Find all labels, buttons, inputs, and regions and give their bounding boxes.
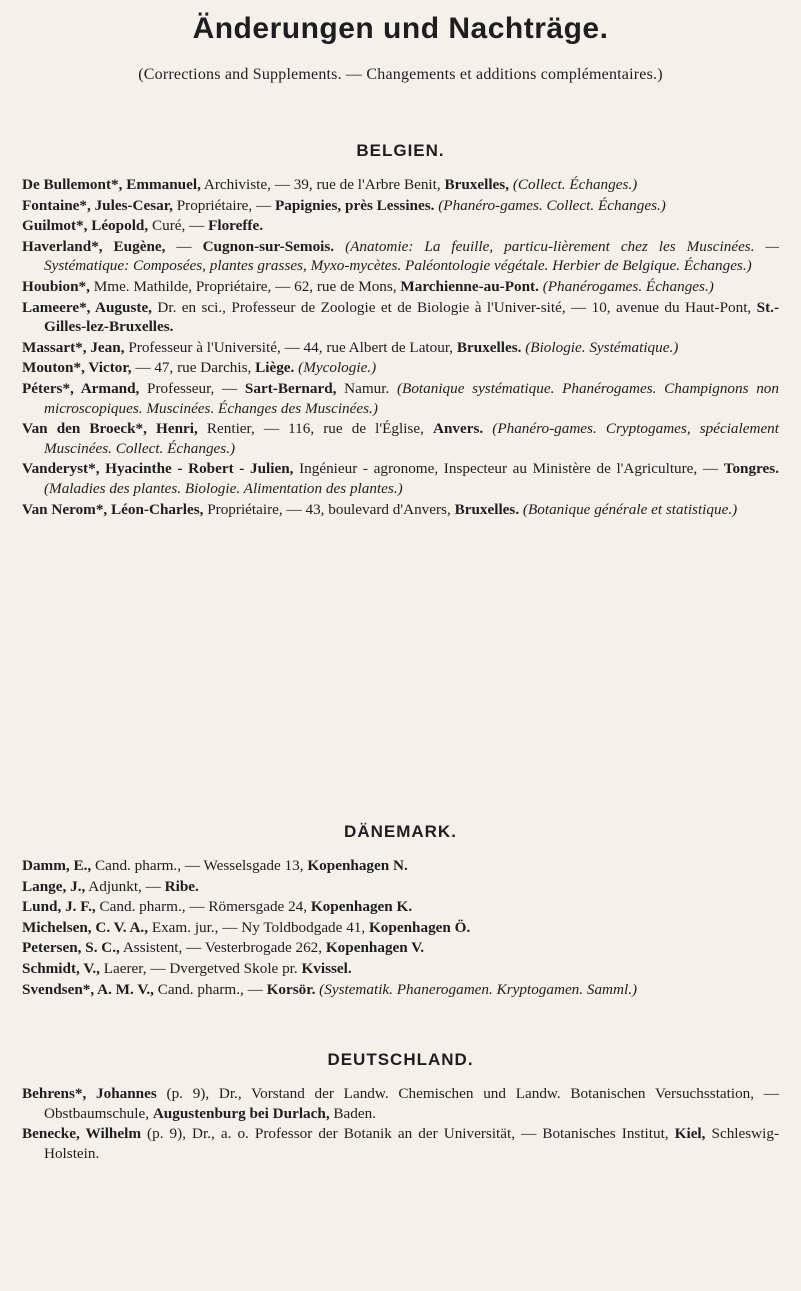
member-name: Guilmot*, Léopold, [22, 217, 149, 235]
member-details: Dr. en sci., Professeur de Zoologie et de Biologie à l'Univer-sité, — 10, avenue du Haut-Pont, [151, 298, 757, 316]
member-details: — [165, 237, 203, 255]
member-interests: (Phanérogames. Échanges.) [538, 277, 714, 295]
member-entry [22, 216, 779, 236]
member-details: Cand. pharm., — Römersgade 24, [95, 898, 311, 916]
member-name: Lameere*, Auguste, [22, 298, 152, 316]
member-details: Rentier, — 116, rue de l'Église, [197, 420, 433, 438]
member-name: Massart*, Jean, [22, 338, 125, 356]
member-place: Augustenburg bei Durlach, [152, 1104, 330, 1122]
member-name: Lange, J., [22, 877, 86, 895]
member-interests: (Anatomie: La feuille, particu-lièrement chez les Muscinées. — Systématique: Composées, plantes grasses, Myxo-mycètes. Paléontologie végétale. Herbier de Belgique. Échanges.) [44, 237, 779, 275]
member-details: Exam. jur., — Ny Toldbodgade 41, [148, 918, 369, 936]
member-name: Haverland*, Eugène, [22, 237, 166, 255]
member-entry [22, 897, 779, 917]
member-entry [22, 856, 779, 876]
member-place: Sart-Bernard, [244, 379, 337, 397]
member-interests: (Phanéro-games. Cryptogames, spécialement Muscinées. Collect. Échanges.) [44, 420, 779, 457]
member-details: Propriétaire, — 43, boulevard d'Anvers, [203, 500, 455, 518]
member-entry [22, 918, 779, 938]
member-interests: (Mycologie.) [294, 359, 377, 377]
member-interests: (Systematik. Phanerogamen. Kryptogamen. Samml.) [315, 980, 638, 998]
member-entry [22, 175, 779, 195]
member-entry [22, 237, 779, 276]
member-place: Kopenhagen N. [307, 857, 408, 874]
member-entry [22, 358, 779, 378]
member-interests: (Botanique systématique. Phanérogames. Champignons non microscopiques. Muscinées. Échanges des Muscinées.) [44, 379, 779, 417]
member-details: Propriétaire, — [172, 196, 275, 214]
member-place: Bruxelles. [456, 338, 522, 356]
member-details: Assistent, — Vesterbrogade 262, [119, 939, 326, 957]
member-entry [22, 277, 779, 297]
member-region: Schleswig-Holstein. [44, 1125, 779, 1162]
section-deutschland [22, 1050, 779, 1164]
member-details: (p. 9), Dr., Vorstand der Landw. Chemischen und Landw. Botanischen Versuchsstation, — Obstbaumschule, [44, 1085, 779, 1122]
member-name: Benecke, Wilhelm [22, 1125, 141, 1143]
member-place: Kopenhagen K. [310, 898, 413, 916]
member-place: Bruxelles, [444, 176, 510, 193]
member-details: Laerer, — Dvergetved Skole pr. [99, 959, 302, 977]
member-details: (p. 9), Dr., a. o. Professor der Botanik an der Universität, — Botanisches Institut, [140, 1125, 675, 1143]
member-interests: (Phanéro-games. Collect. Échanges.) [434, 196, 666, 214]
member-details: — 47, rue Darchis, [131, 359, 256, 377]
member-details: Professeur, — [139, 379, 245, 397]
member-entry [22, 938, 779, 958]
member-name: Fontaine*, Jules-Cesar, [22, 196, 173, 214]
page-title: Änderungen und Nachträge. [192, 12, 609, 45]
member-place: Papignies, près Lessines. [274, 196, 435, 214]
country-heading: DEUTSCHLAND. [327, 1050, 474, 1069]
member-place: St.-Gilles-lez-Bruxelles. [44, 298, 779, 336]
member-entry [22, 419, 779, 458]
member-entry [22, 338, 779, 358]
member-interests: (Biologie. Systématique.) [521, 338, 679, 356]
member-name: De Bullemont*, Emmanuel, [22, 176, 201, 193]
member-name: Mouton*, Victor, [22, 359, 132, 377]
member-entry [22, 459, 779, 498]
member-region: Baden. [329, 1104, 377, 1122]
member-place: Bruxelles. [454, 500, 520, 518]
member-place: Korsör. [266, 980, 316, 998]
member-place: Kvissel. [301, 959, 352, 977]
member-place: Cugnon-sur-Semois. [202, 237, 335, 255]
member-place: Liège. [255, 359, 295, 377]
member-entry [22, 379, 779, 418]
member-name: Vanderyst*, Hyacinthe - Robert - Julien, [22, 460, 294, 478]
member-region: Namur. [336, 379, 390, 397]
member-name: Houbion*, [22, 277, 90, 295]
member-name: Schmidt, V., [22, 959, 100, 977]
member-name: Van den Broeck*, Henri, [22, 420, 198, 438]
country-heading: BELGIEN. [356, 141, 445, 160]
member-place: Tongres. [723, 460, 779, 478]
member-interests: (Collect. Échanges.) [509, 176, 638, 193]
member-name: Behrens*, Johannes [22, 1085, 157, 1102]
member-place: Floreffe. [208, 217, 264, 235]
member-place: Marchienne-au-Pont. [400, 277, 539, 295]
member-name: Péters*, Armand, [22, 379, 140, 397]
member-entry [22, 1124, 779, 1163]
member-place: Anvers. [432, 420, 484, 438]
member-details: Professeur à l'Université, — 44, rue Albert de Latour, [124, 338, 457, 356]
member-place: Kopenhagen V. [325, 939, 425, 957]
member-details: Cand. pharm., — [153, 980, 267, 998]
member-name: Van Nerom*, Léon-Charles, [22, 500, 204, 518]
page-subtitle: (Corrections and Supplements. — Changements et additions complémentaires.) [138, 66, 663, 83]
member-entry [22, 1084, 779, 1123]
member-details: Archiviste, — 39, rue de l'Arbre Benit, [200, 176, 445, 193]
member-details: Cand. pharm., — Wesselsgade 13, [91, 857, 308, 874]
member-entry [22, 196, 779, 216]
member-place: Kiel, [674, 1125, 706, 1143]
section-daenemark [22, 822, 779, 1000]
member-details: Ingénieur - agronome, Inspecteur au Ministère de l'Agriculture, — [293, 460, 724, 478]
member-name: Petersen, S. C., [22, 939, 120, 957]
member-entry [22, 959, 779, 979]
member-entry [22, 500, 779, 520]
member-name: Damm, E., [22, 857, 92, 874]
member-details: Mme. Mathilde, Propriétaire, — 62, rue de Mons, [89, 277, 401, 295]
member-entry [22, 298, 779, 337]
member-interests: (Botanique générale et statistique.) [519, 500, 738, 518]
member-name: Svendsen*, A. M. V., [22, 980, 154, 998]
member-entry [22, 877, 779, 897]
member-name: Michelsen, C. V. A., [22, 918, 149, 936]
member-name: Lund, J. F., [22, 898, 96, 916]
member-entry [22, 980, 779, 1000]
member-details: Curé, — [148, 217, 209, 235]
member-details: Adjunkt, — [85, 877, 165, 895]
member-interests: (Maladies des plantes. Biologie. Alimentation des plantes.) [44, 479, 403, 497]
country-heading: DÄNEMARK. [344, 822, 457, 841]
section-belgien [22, 141, 779, 520]
member-place: Ribe. [164, 877, 199, 895]
member-place: Kopenhagen Ö. [368, 918, 471, 936]
